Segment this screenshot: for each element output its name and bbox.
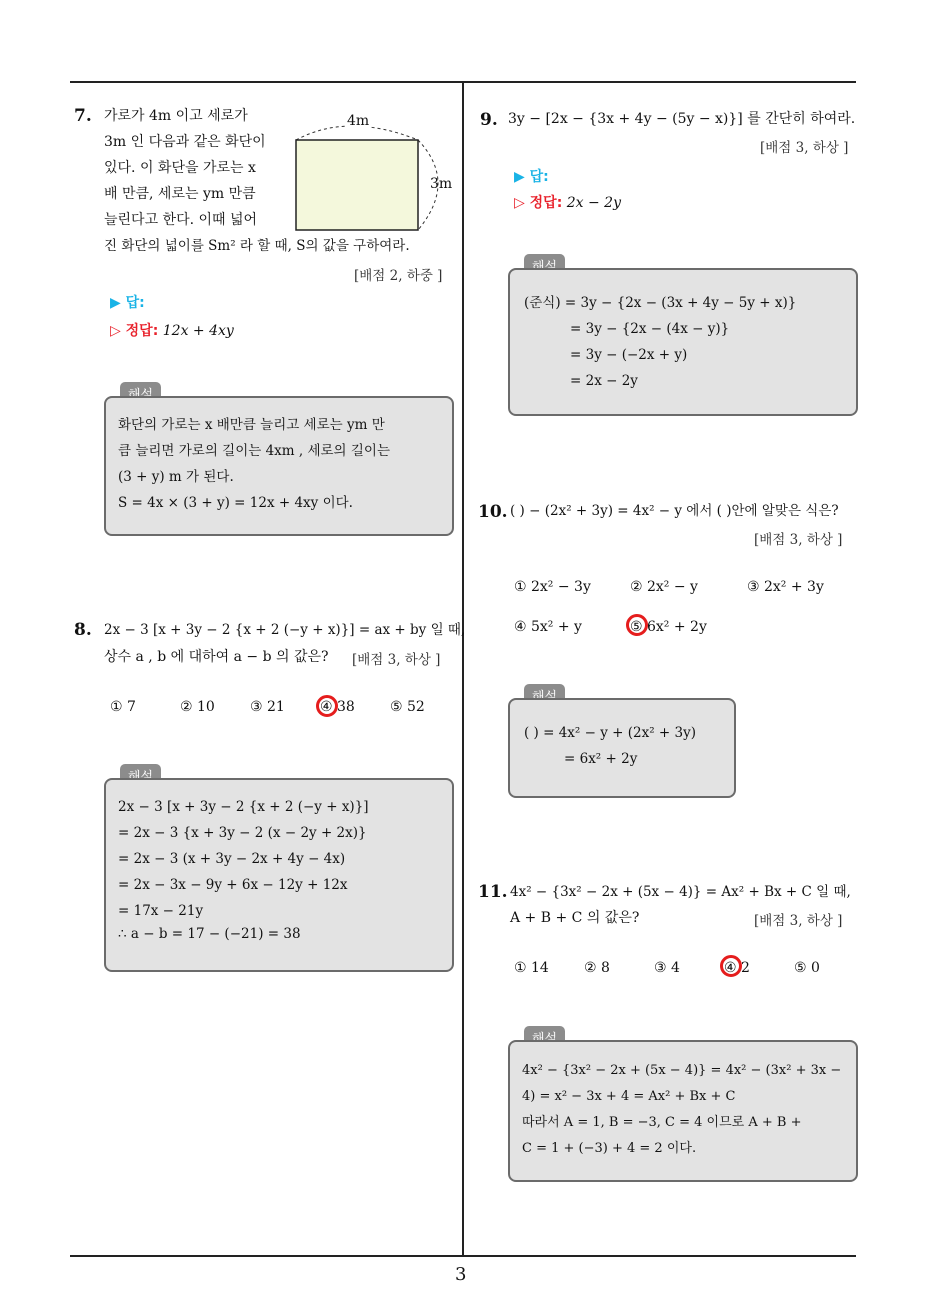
q7-correct — [110, 320, 234, 340]
q7-explain-line: S = 4x × (3 + y) = 12x + 4xy 이다. — [118, 495, 353, 511]
q8-meta: [배점 3, 하상 ] — [352, 652, 441, 668]
bottom-rule — [70, 1255, 856, 1257]
q8-choice[interactable]: ⑤ 52 — [390, 699, 425, 715]
q8-answer-circle — [316, 695, 338, 717]
q8-explain-line: = 2x − 3x − 9y + 6x − 12y + 12x — [118, 877, 348, 893]
q8-choice[interactable]: ① 7 — [110, 699, 136, 715]
q11-choice[interactable]: ① 14 — [514, 960, 549, 976]
q8-choice-selected[interactable]: ④ 38 — [320, 699, 355, 715]
q11-answer-circle — [720, 955, 742, 977]
q11-explain-box — [508, 1040, 858, 1182]
q9-explain-box — [508, 268, 858, 416]
q9-correct-value: 2x − 2y — [566, 195, 621, 211]
q8-explain-line: ∴ a − b = 17 − (−21) = 38 — [118, 926, 301, 942]
q7-correct-value: 12x + 4xy — [162, 323, 234, 339]
q11-explain-line: 4x² − {3x² − 2x + (5x − 4)} = 4x² − (3x² + 3x − — [522, 1063, 842, 1078]
q10-explain-line: = 6x² + 2y — [564, 751, 638, 767]
q11-line2: A + B + C 의 값은? — [510, 910, 640, 926]
q7-line: 늘린다고 한다. 이때 넓어 — [104, 212, 258, 228]
q7-correct-label: ▷ 정답: — [110, 323, 159, 339]
q8-number: 8. — [74, 620, 92, 640]
q7-explain-line: 화단의 가로는 x 배만큼 늘리고 세로는 ym 만 — [118, 417, 385, 433]
q10-meta: [배점 3, 하상 ] — [754, 532, 843, 548]
q7-line: 가로가 4m 이고 세로가 — [104, 108, 248, 124]
q7-line: 있다. 이 화단을 가로는 x — [104, 160, 256, 176]
q9-line1: 3y − [2x − {3x + 4y − (5y − x)}] 를 간단히 하여라. — [508, 111, 856, 127]
q10-choice[interactable]: ② 2x² − y — [630, 579, 698, 595]
q11-choice[interactable]: ③ 4 — [654, 960, 680, 976]
q9-explain-line: (준식) = 3y − {2x − (3x + 4y − 5y + x)} — [524, 295, 797, 311]
q10-answer-circle — [626, 614, 648, 636]
q11-choice[interactable]: ⑤ 0 — [794, 960, 820, 976]
q10-choice[interactable]: ① 2x² − 3y — [514, 579, 591, 595]
q10-choice[interactable]: ③ 2x² + 3y — [747, 579, 824, 595]
q8-explain-line: = 2x − 3 {x + 3y − 2 (x − 2y + 2x)} — [118, 825, 367, 841]
q7-number: 7. — [74, 106, 92, 126]
q9-correct — [514, 192, 621, 212]
q8-choice[interactable]: ② 10 — [180, 699, 215, 715]
q9-number: 9. — [480, 110, 498, 130]
q11-explain-line: 4) = x² − 3x + 4 = Ax² + Bx + C — [522, 1089, 736, 1104]
q7-explain-line: 큼 늘리면 가로의 길이는 4xm , 세로의 길이는 — [118, 443, 390, 459]
q9-explain-line: = 2x − 2y — [570, 373, 638, 389]
q9-explain-line: = 3y − {2x − (4x − y)} — [570, 321, 730, 337]
q10-number: 10. — [478, 502, 508, 522]
q8-choice[interactable]: ③ 21 — [250, 699, 285, 715]
q8-explain-box — [104, 778, 454, 972]
q9-correct-label: ▷ 정답: — [514, 195, 563, 211]
q9-explain-line: = 3y − (−2x + y) — [570, 347, 688, 363]
q7-line: 3m 인 다음과 같은 화단이 — [104, 134, 266, 150]
q7-line-last: 진 화단의 넓이를 Sm² 라 할 때, S의 값을 구하여라. — [104, 238, 410, 254]
q7-line: 배 만큼, 세로는 ym 만큼 — [104, 186, 256, 202]
q11-explain-line: C = 1 + (−3) + 4 = 2 이다. — [522, 1141, 697, 1156]
q7-explain-box — [104, 396, 454, 536]
q8-line1: 2x − 3 [x + 3y − 2 {x + 2 (−y + x)}] = ax + by 일 때, — [104, 622, 466, 638]
column-divider — [462, 81, 464, 1257]
q7-width-label: 4m — [347, 113, 370, 129]
q7-garden-figure — [288, 112, 458, 234]
q7-garden-rect — [296, 140, 418, 230]
q7-height-label: 3m — [430, 176, 453, 192]
q8-explain-line: = 17x − 21y — [118, 903, 204, 919]
q8-line2: 상수 a , b 에 대하여 a − b 의 값은? — [104, 649, 329, 665]
q10-explain-box — [508, 698, 736, 798]
q11-number: 11. — [478, 882, 508, 902]
q11-choice[interactable]: ② 8 — [584, 960, 610, 976]
q9-answer-label: ▶ 답: — [514, 169, 549, 185]
q10-choice[interactable]: ④ 5x² + y — [514, 619, 582, 635]
q7-meta: [배점 2, 하중 ] — [354, 268, 443, 284]
q8-explain-line: = 2x − 3 (x + 3y − 2x + 4y − 4x) — [118, 851, 346, 867]
q11-choice-selected[interactable]: ④ 2 — [724, 960, 750, 976]
q10-line1: ( ) − (2x² + 3y) = 4x² − y 에서 ( )안에 알맞은 식은? — [510, 503, 839, 519]
q10-explain-line: ( ) = 4x² − y + (2x² + 3y) — [524, 725, 697, 741]
q7-explain-line: (3 + y) m 가 된다. — [118, 469, 234, 485]
page-number: 3 — [455, 1264, 467, 1285]
q11-line1: 4x² − {3x² − 2x + (5x − 4)} = Ax² + Bx + C 일 때, — [510, 884, 851, 900]
q8-explain-line: 2x − 3 [x + 3y − 2 {x + 2 (−y + x)}] — [118, 799, 369, 815]
q7-answer-label: ▶ 답: — [110, 295, 145, 311]
q10-choice-selected[interactable]: ⑤ 6x² + 2y — [630, 619, 707, 635]
q11-meta: [배점 3, 하상 ] — [754, 913, 843, 929]
q11-explain-line: 따라서 A = 1, B = −3, C = 4 이므로 A + B + — [522, 1115, 802, 1130]
q9-meta: [배점 3, 하상 ] — [760, 140, 849, 156]
